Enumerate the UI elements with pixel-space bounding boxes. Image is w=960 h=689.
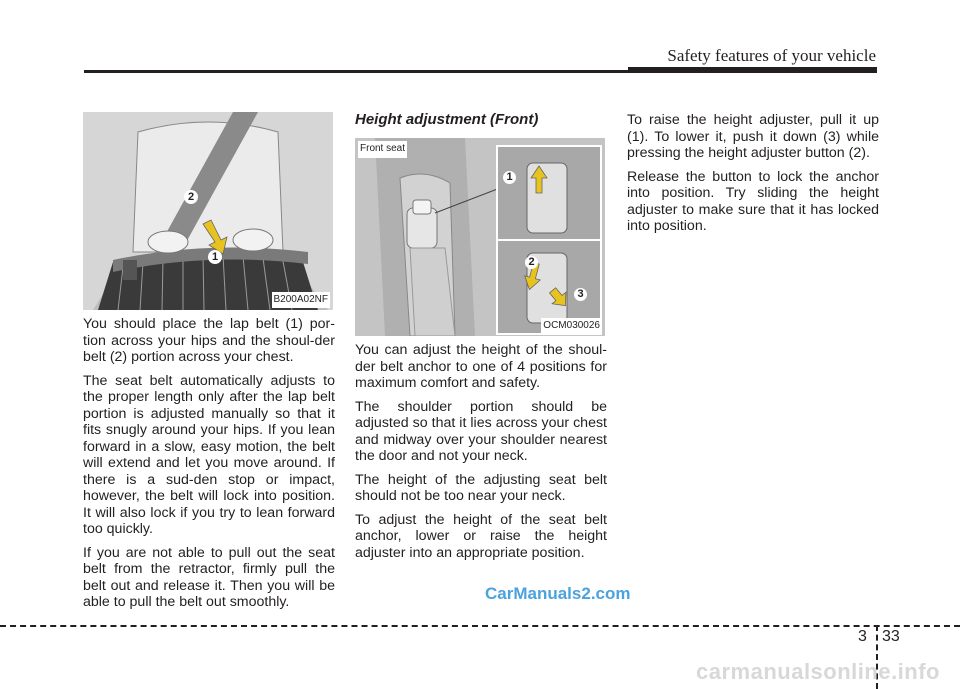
paragraph: Release the button to lock the anchor into position. Try sliding the height adjuster to make sure that it has locked into position. <box>627 168 879 234</box>
callout-2: 2 <box>525 256 538 269</box>
callout-3: 3 <box>574 288 587 301</box>
lap-belt-illustration <box>83 112 333 310</box>
watermark-link[interactable]: CarManuals2.com <box>485 584 631 603</box>
chapter-number: 3 <box>858 628 867 645</box>
figure-code: OCM030026 <box>541 318 602 335</box>
callout-1: 1 <box>208 250 222 264</box>
section-heading: Height adjustment (Front) <box>355 111 539 128</box>
page-number: 33 <box>882 628 900 645</box>
paragraph: The height of the adjusting seat belt should not be too near your neck. <box>355 471 607 504</box>
paragraph: To raise the height adjuster, pull it up (1). To lower it, push it down (3) while pressing the height adjuster button (2). <box>627 112 879 161</box>
header-rule-accent <box>628 67 877 73</box>
figure-label: Front seat <box>358 141 407 158</box>
paragraph: If you are not able to pull out the seat belt from the retractor, firmly pull the belt out and release it. Then you will be able to pull the belt out smoothly. <box>83 544 335 610</box>
column-2 <box>355 112 607 568</box>
paragraph: To adjust the height of the seat belt anchor, lower or raise the height adjuster into an appropriate position. <box>355 511 607 561</box>
paragraph: You should place the lap belt (1) por-tion across your hips and the shoul-der belt (2) portion across your chest. <box>83 316 335 365</box>
paragraph: You can adjust the height of the shoul-der belt anchor to one of 4 positions for maximum comfort and safety. <box>355 342 607 391</box>
column-1 <box>83 112 335 618</box>
seatbelt-lap-figure <box>83 112 333 310</box>
height-adjuster-illustration <box>355 138 605 336</box>
callout-2: 2 <box>184 190 198 204</box>
footer-site-watermark: carmanualsonline.info <box>696 659 940 684</box>
column-3 <box>627 112 879 242</box>
paragraph: The shoulder portion should be adjusted so that it lies across your chest and midway over your shoulder nearest the door and not your neck. <box>355 398 607 464</box>
height-adjuster-figure <box>355 138 605 336</box>
figure-code: B200A02NF <box>272 292 330 309</box>
callout-1: 1 <box>503 171 516 184</box>
paragraph: The seat belt automatically adjusts to the proper length only after the lap belt portion is adjusted manually so that it fits snugly around your hips. If you lean forward in a slow, easy motion, the belt will extend and let you move around. If there is a sud-den stop or impact, however, the belt will lock into position. It will also lock if you try to lean forward too quickly. <box>83 372 335 537</box>
section-title: Safety features of your vehicle <box>667 46 876 65</box>
footer-rule <box>0 625 960 627</box>
